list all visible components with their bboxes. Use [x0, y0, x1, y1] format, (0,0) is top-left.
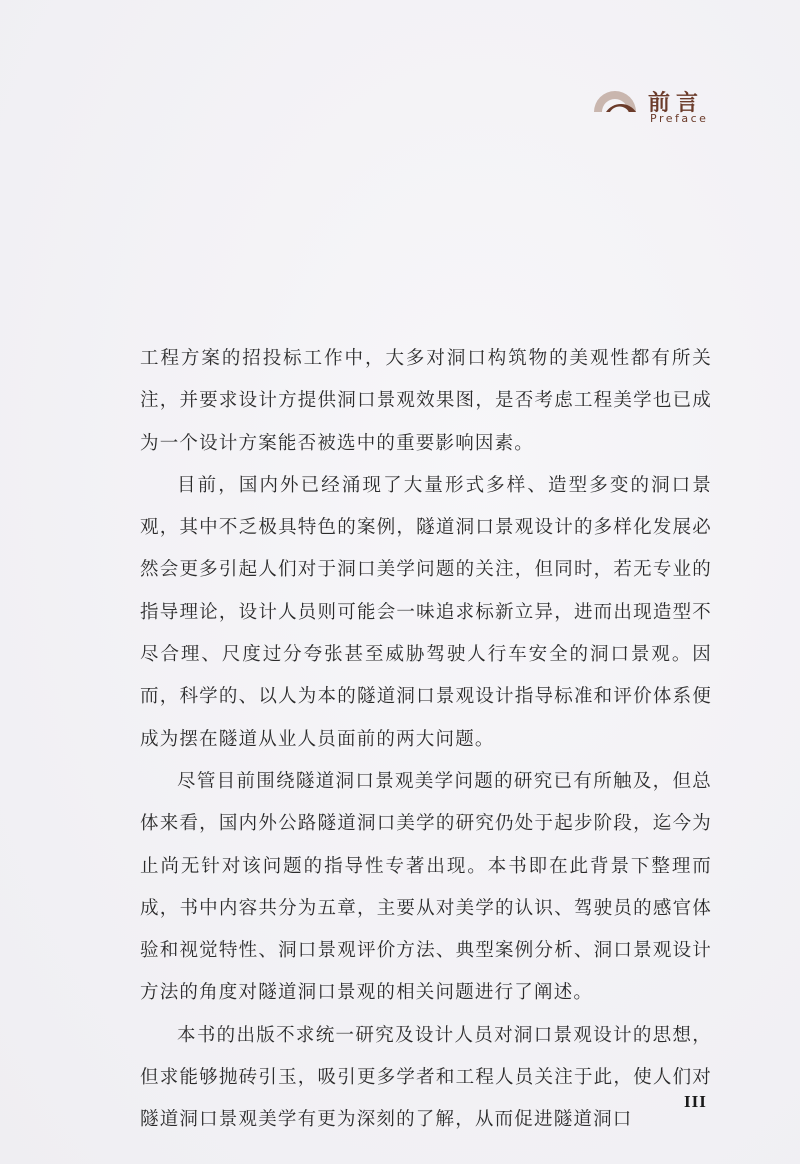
- paragraph: 本书的出版不求统一研究及设计人员对洞口景观设计的思想，但求能够抛砖引玉，吸引更多学者和工程人员关注于此，使人们对隧道洞口景观美学有更为深刻的了解，从而促进隧道洞口: [140, 1024, 712, 1131]
- page-number: III: [684, 1092, 707, 1111]
- paragraph: 工程方案的招投标工作中，大多对洞口构筑物的美观性都有所关注，并要求设计方提供洞口景观效果图，是否考虑工程美学也已成为一个设计方案能否被选中的重要影响因素。: [140, 348, 712, 454]
- section-subtitle: Preface: [650, 112, 709, 125]
- body-text: [140, 338, 712, 1142]
- section-title: 前言: [648, 91, 705, 116]
- tunnel-arch-icon: [592, 88, 638, 112]
- paragraph: 目前，国内外已经涌现了大量形式多样、造型多变的洞口景观，其中不乏极具特色的案例，隧道洞口景观设计的多样化发展必然会更多引起人们对于洞口美学问题的关注，但同时，若无专业的指导理论，设计人员则可能会一味追求标新立异，进而出现造型不尽合理、尺度过分夸张甚至威胁驾驶人行车安全的洞口景观。因而，科学的、以人为本的隧道洞口景观设计指导标准和评价体系便成为摆在隧道从业人员面前的两大问题。: [140, 474, 712, 750]
- paragraph: 尽管目前围绕隧道洞口景观美学问题的研究已有所触及，但总体来看，国内外公路隧道洞口美学的研究仍处于起步阶段，迄今为止尚无针对该问题的指导性专著出现。本书即在此背景下整理而成，书中内容共分为五章，主要从对美学的认识、驾驶员的感官体验和视觉特性、洞口景观评价方法、典型案例分析、洞口景观设计方法的角度对隧道洞口景观的相关问题进行了阐述。: [140, 770, 712, 1004]
